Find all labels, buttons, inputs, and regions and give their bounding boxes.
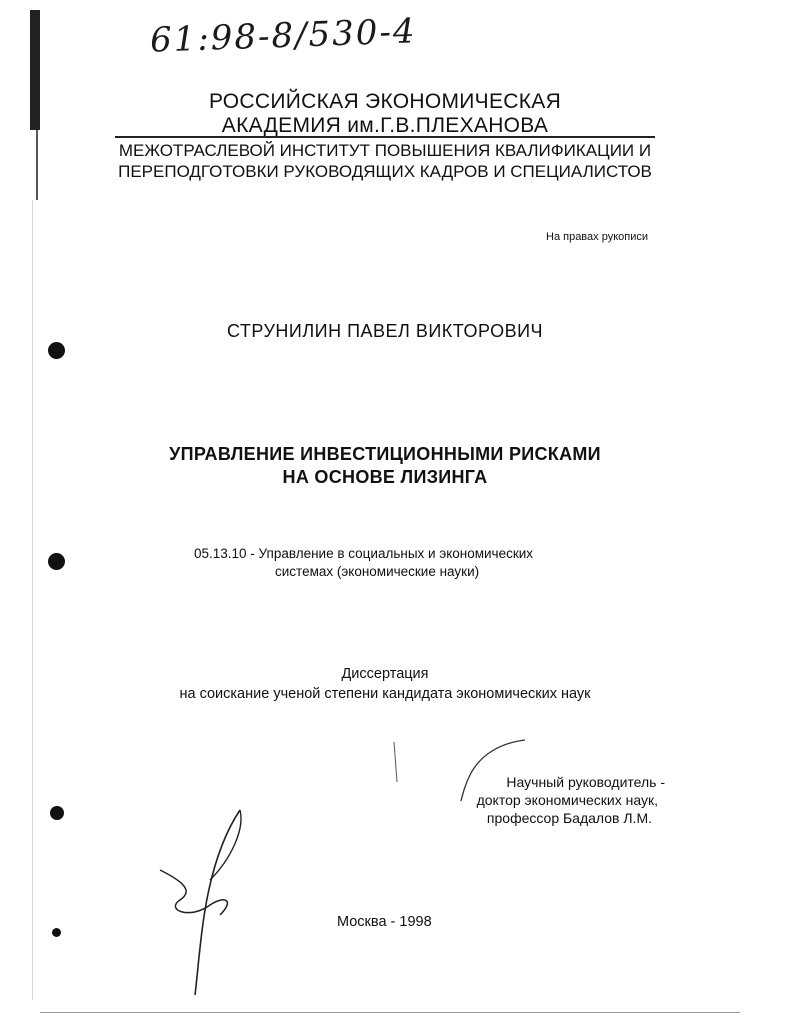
archive-code: 61:98-8/530-4 xyxy=(149,11,418,61)
author-signature xyxy=(150,800,260,1000)
heading-rule xyxy=(115,136,655,138)
manuscript-note: На правах рукописи xyxy=(546,231,648,243)
supervisor-line2: доктор экономических наук, xyxy=(476,792,658,808)
binding-line-bottom xyxy=(40,1012,740,1013)
dissertation-title-line2: НА ОСНОВЕ ЛИЗИНГА xyxy=(282,467,488,487)
punch-hole xyxy=(52,928,61,937)
specialty-line2: системах (экономические науки) xyxy=(275,564,480,579)
supervisor-line1: Научный руководитель - xyxy=(506,774,665,790)
scan-edge-line xyxy=(36,130,38,200)
degree-heading: Диссертация xyxy=(341,666,429,682)
scan-edge-mark xyxy=(30,10,40,130)
degree-description: на соискание ученой степени кандидата экономических наук xyxy=(179,686,591,702)
binding-line-left xyxy=(32,200,33,1000)
pen-mark xyxy=(390,740,402,785)
dissertation-title-line1: УПРАВЛЕНИЕ ИНВЕСТИЦИОННЫМИ РИСКАМИ xyxy=(169,444,601,464)
punch-hole xyxy=(50,806,64,820)
academy-name-line2: АКАДЕМИЯ им.Г.В.ПЛЕХАНОВА xyxy=(221,114,549,137)
specialty-line1: 05.13.10 - Управление в социальных и экономических xyxy=(194,546,534,561)
author-name: СТРУНИЛИН ПАВЕЛ ВИКТОРОВИЧ xyxy=(226,321,544,341)
supervisor-line3: профессор Бадалов Л.М. xyxy=(486,810,652,826)
institute-name-line1: МЕЖОТРАСЛЕВОЙ ИНСТИТУТ ПОВЫШЕНИЯ КВАЛИФИКАЦИИ И xyxy=(118,141,652,160)
punch-hole xyxy=(48,342,65,359)
city-year: Москва - 1998 xyxy=(337,914,432,930)
punch-hole xyxy=(48,553,65,570)
supervisor-signature xyxy=(455,735,535,805)
academy-name-line1: РОССИЙСКАЯ ЭКОНОМИЧЕСКАЯ xyxy=(208,90,562,113)
institute-name-line2: ПЕРЕПОДГОТОВКИ РУКОВОДЯЩИХ КАДРОВ И СПЕЦИАЛИСТОВ xyxy=(118,162,652,181)
